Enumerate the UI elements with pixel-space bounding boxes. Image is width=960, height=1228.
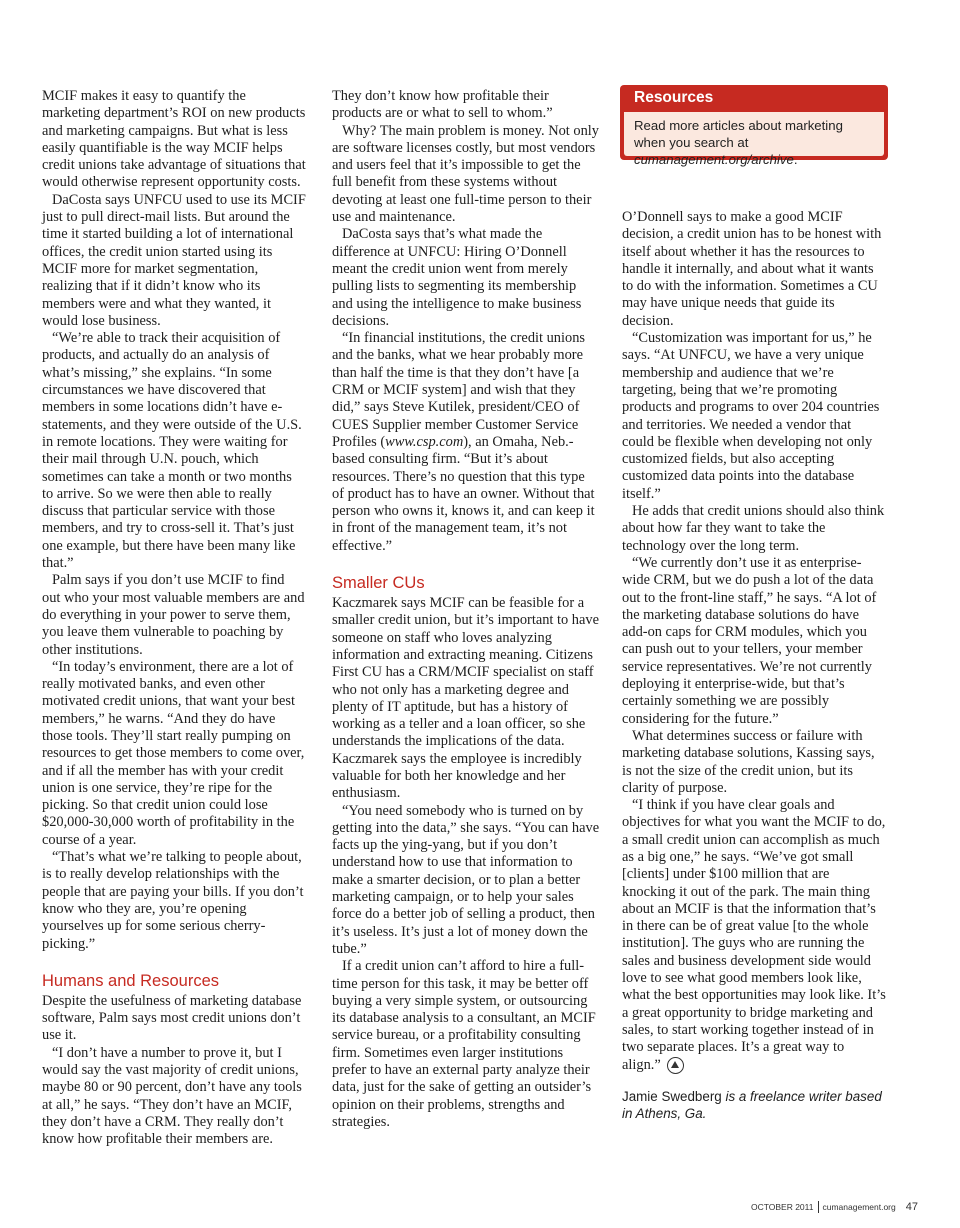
paragraph-text: “In financial institutions, the credit unions and the banks, what we hear probably more than half the time is that they don’t have [a CRM or MCIF system] and wish that they did,” says Steve Kutilek, president/CEO of CUES Supplier member Customer Service Profiles ( (332, 330, 585, 450)
paragraph: They don’t know how profitable their products are or what to sell to whom.” (332, 88, 553, 122)
paragraph: DaCosta says UNFCU used to use its MCIF just to pull direct-mail lists. But around the time it started building a lot of international offices, the credit union started using its MCIF more for market segmentation, realizing that if it didn’t know who its members were and what they wanted, it would lose business. (42, 191, 306, 329)
paragraph-text: “I think if you have clear goals and objectives for what you want the MCIF to do, a small credit union can accomplish as much as a big one,” he says. “We’ve got small [clients] under $100 million that are knocking it out of the park. The main thing about an MCIF is that the information that’s in there can be of great value [to the whole institution]. The guys who are running the sales and business development side would love to see what good members look like, what the best opportunities may look like. It’s a great opportunity to bridge marketing and sales, to start working together instead of in two separate places. It’s a great way to align.” (622, 797, 886, 1073)
article-column-2 (332, 88, 600, 1131)
page-footer (751, 1201, 918, 1213)
resources-text: Read more articles about marketing when you search at (634, 118, 843, 150)
section-heading-humans-and-resources: Humans and Resources (42, 971, 220, 990)
paragraph: Palm says if you don’t use MCIF to find out who your most valuable members are and do everything in your power to serve them, you leave them vulnerable to poaching by other institutions. (42, 572, 305, 658)
paragraph: If a credit union can’t afford to hire a full-time person for this task, it may be better off buying a very simple system, or outsourcing its database analysis to a consultant, an MCIF service bureau, or a profitability consulting firm. Sometimes even larger institutions prefer to have an external party analyze their data, just for the sake of getting an outsider’s opinion on their problems, strengths and strategies. (332, 958, 596, 1130)
paragraph (622, 797, 886, 1074)
csp-link[interactable]: www.csp.com (385, 433, 464, 450)
paragraph: Kaczmarek says MCIF can be feasible for a smaller credit union, but it’s important to have someone on staff who loves analyzing information and extracting meaning. Citizens First CU has a CRM/MCIF specialist on staff who not only has a marketing degree and plenty of IT aptitude, but has a history of working as a teller and a loan officer, so she understands the implications of the data. Kaczmarek says the employee is incredibly valuable for both her knowledge and her enthusiasm. (332, 595, 599, 802)
paragraph: “You need somebody who is turned on by getting into the data,” she says. “You can have facts up the ying-yang, but if you don’t understand how to use that information to make a smarter decision, or to plan a better marketing campaign, or to help your sales force do a better job of selling a product, then it’s useless. It’s just a lot of money down the tube.” (332, 802, 600, 957)
paragraph: “We currently don’t use it as enterprise-wide CRM, but we do push a lot of the data out to the front-line staff,” he says. “A lot of the marketing database solutions do have add-on caps for CRM modules, which you can push out to your tellers, your member service representatives. We’re not currently deploying it enterprise-wide, but that’s certainly something we are possibly considering for the future.” (622, 554, 877, 727)
author-bio: is a freelance writer based in Athens, Ga. (622, 1088, 882, 1121)
paragraph: “We’re able to track their acquisition of products, and actually do an analysis of what’s missing,” she explains. “In some circumstances we have discovered that members in some locations didn’t have e-statements, and they were outside of the U.S. in remote locations. They were waiting for their mail through U.N. pouch, which sometimes can take a month or two months to arrive. So we were then able to really discuss that particular service with those members, and try to cross-sell it. That’s just one example, but there have been many like that.” (42, 330, 302, 572)
resources-body (624, 112, 884, 167)
paragraph: What determines success or failure with marketing database solutions, Kassing says, is not the size of the credit union, but its clarity of purpose. (622, 727, 875, 796)
issue-date: OCTOBER 2011 (750, 1202, 814, 1212)
section-heading-smaller-cus: Smaller CUs (332, 574, 425, 593)
end-of-article-icon (667, 1057, 684, 1074)
archive-link[interactable]: cumanagement.org/archive (634, 152, 794, 167)
author-name: Jamie Swedberg (622, 1088, 722, 1104)
paragraph: Despite the usefulness of marketing database software, Palm says most credit unions don’t use it. (42, 992, 302, 1044)
page-number: 47 (905, 1201, 918, 1213)
resources-text-end: . (793, 152, 798, 167)
paragraph: “In today’s environment, there are a lot of really motivated banks, and even other motivated credit unions, that want your best members,” he warns. “And they do have those tools. They’ll start really pumping on resources to get those members to come over, and if all the member has with your credit union is one service, they’re ripe for the picking. So that credit union could lose $20,000-30,000 worth of profitability in the course of a year. (42, 658, 305, 848)
article-column-1 (42, 88, 306, 1149)
footer-site: cumanagement.org (822, 1202, 896, 1212)
author-byline (622, 1088, 886, 1122)
paragraph-text: ), an Omaha, Neb.-based consulting firm. “But it’s about resources. There’s no question that this type of product has to have an owner. Without that person who owns it, knows it, and can keep it in front of the management team, it’s not effective.” (332, 433, 595, 554)
paragraph (332, 330, 600, 555)
paragraph: He adds that credit unions should also think about how far they want to take the technology over the long term. (622, 503, 885, 554)
paragraph: O’Donnell says to make a good MCIF decision, a credit union has to be honest with itself about whether it has the resources to handle it internally, and about what it wants to do with the information. Sometimes a CU may have unique needs that guide its decision. (622, 209, 882, 329)
paragraph: “Customization was important for us,” he says. “At UNFCU, we have a very unique membership and audience that we’re targeting, being that we’re promoting products and programs to over 204 countries and territories. We needed a vendor that could be flexible when developing not only customized fields, but also accepting customized data points into the database itself.” (622, 330, 880, 502)
paragraph: Why? The main problem is money. Not only are software licenses costly, but most vendors and users feel that it’s impossible to get the full benefit from these systems without devoting at least one full-time person to their use and maintenance. (332, 122, 599, 226)
footer-divider (818, 1201, 819, 1213)
paragraph: “That’s what we’re talking to people about, is to really develop relationships with the people that are paying your bills. If you don’t know who they are, you’re opening yourselves up for some serious cherry-picking.” (42, 849, 304, 952)
paragraph: “I don’t have a number to prove it, but I would say the vast majority of credit unions, maybe 80 or 90 percent, don’t have any tools at all,” he says. “They don’t have an MCIF, they don’t have a CRM. They really don’t know how profitable their members are. (42, 1044, 302, 1148)
paragraph: DaCosta says that’s what made the difference at UNFCU: Hiring O’Donnell meant the credit union went from merely pulling lists to segmenting its membership and using the intelligence to make business decisions. (332, 226, 582, 329)
resources-sidebar-box (620, 85, 888, 167)
resources-title: Resources (634, 89, 714, 106)
article-column-3 (622, 209, 886, 1122)
paragraph: MCIF makes it easy to quantify the marketing department’s ROI on new products and marketing campaigns. But what is less easily quantifiable is the way MCIF helps credit unions take advantage of situations that would otherwise represent opportunity costs. (42, 88, 306, 191)
